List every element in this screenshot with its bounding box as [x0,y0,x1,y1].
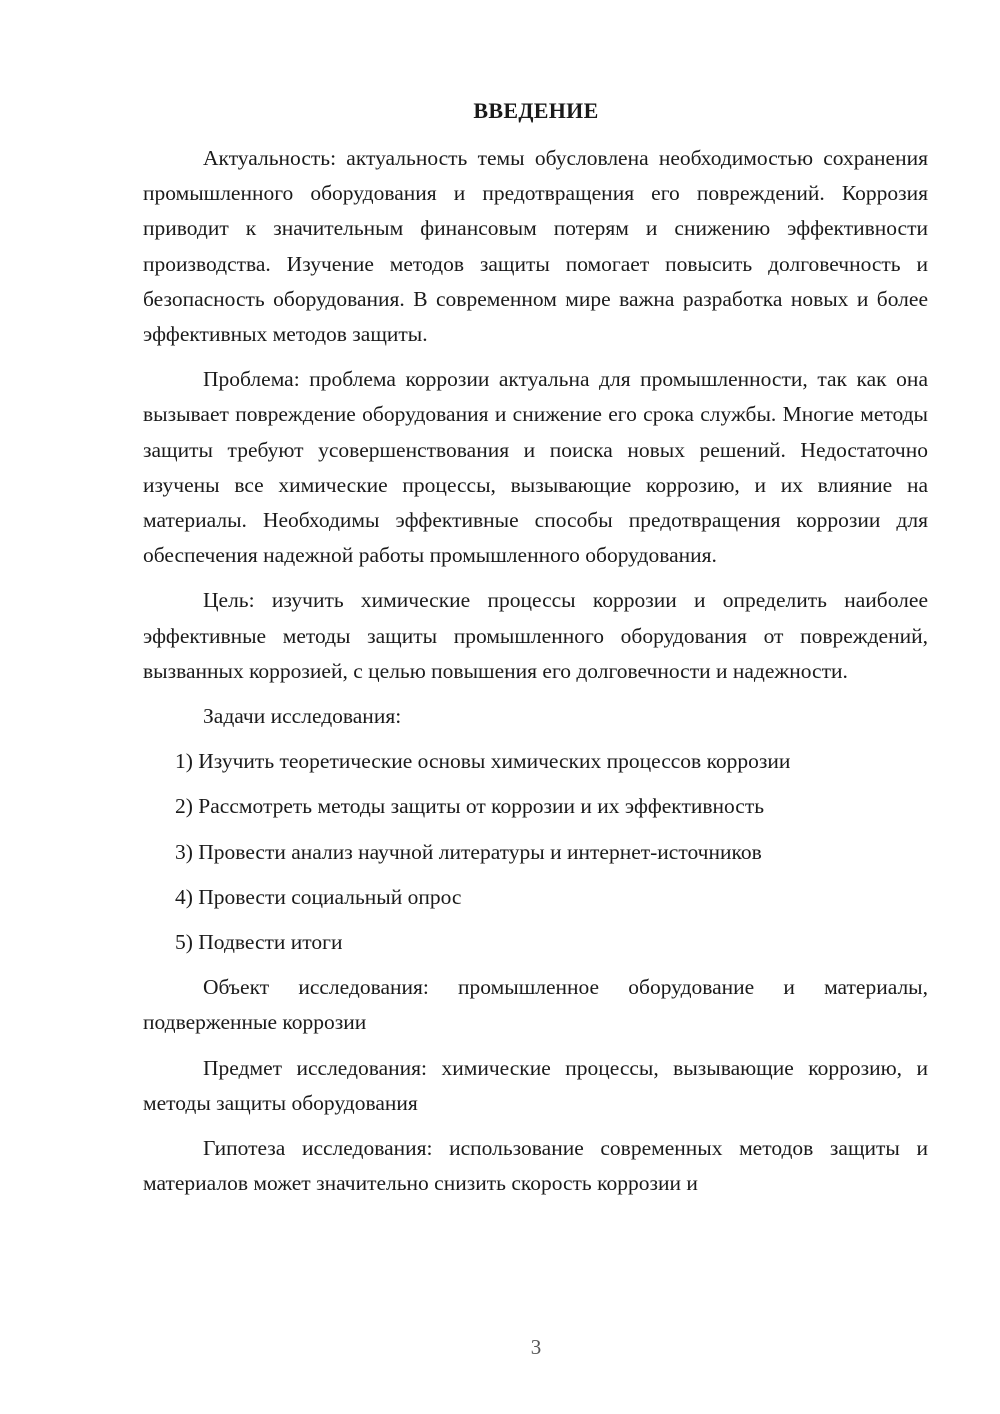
list-item: 2) Рассмотреть методы защиты от коррозии и их эффективность [175,794,765,819]
list-item: 1) Изучить теоретические основы химических процессов коррозии [175,749,791,774]
paragraph-object: Объект исследования: промышленное оборудование и материалы, подверженные коррозии [143,975,928,1035]
paragraph-goal: Цель: изучить химические процессы коррозии и определить наиболее эффективные методы защиты промышленного оборудования от повреждений, вызванных коррозией, с целью повышения его долговечности и надежности. [143,588,928,683]
body-text [143,141,928,1201]
tasks-list [143,744,928,960]
page-title: ВВЕДЕНИЕ [473,98,599,123]
page-number: 3 [530,1335,542,1359]
paragraph-problem: Проблема: проблема коррозии актуальна для промышленности, так как она вызывает повреждение оборудования и снижение его срока службы. Многие методы защиты требуют усовершенствования и поиска новых решений. Недостаточно изучены все химические процессы, вызывающие коррозию, и их влияние на материалы. Необходимы эффективные способы предотвращения коррозии для обеспечения надежной работы промышленного оборудования. [143,367,928,568]
paragraph-relevance: Актуальность: актуальность темы обусловлена необходимостью сохранения промышленного оборудования и предотвращения его повреждений. Коррозия приводит к значительным финансовым потерям и снижению эффективности производства. Изучение методов защиты помогает повысить долговечность и безопасность оборудования. В современном мире важна разработка новых и более эффективных методов защиты. [143,146,928,347]
list-item: 5) Подвести итоги [175,930,343,955]
paragraph-subject: Предмет исследования: химические процессы, вызывающие коррозию, и методы защиты оборудования [143,1055,928,1115]
list-item: 3) Провести анализ научной литературы и интернет-источников [175,839,762,864]
list-item: 4) Провести социальный опрос [175,884,462,909]
tasks-heading: Задачи исследования: [203,704,402,729]
paragraph-hypothesis: Гипотеза исследования: использование современных методов защиты и материалов может значительно снизить скорость коррозии и [143,1136,928,1196]
